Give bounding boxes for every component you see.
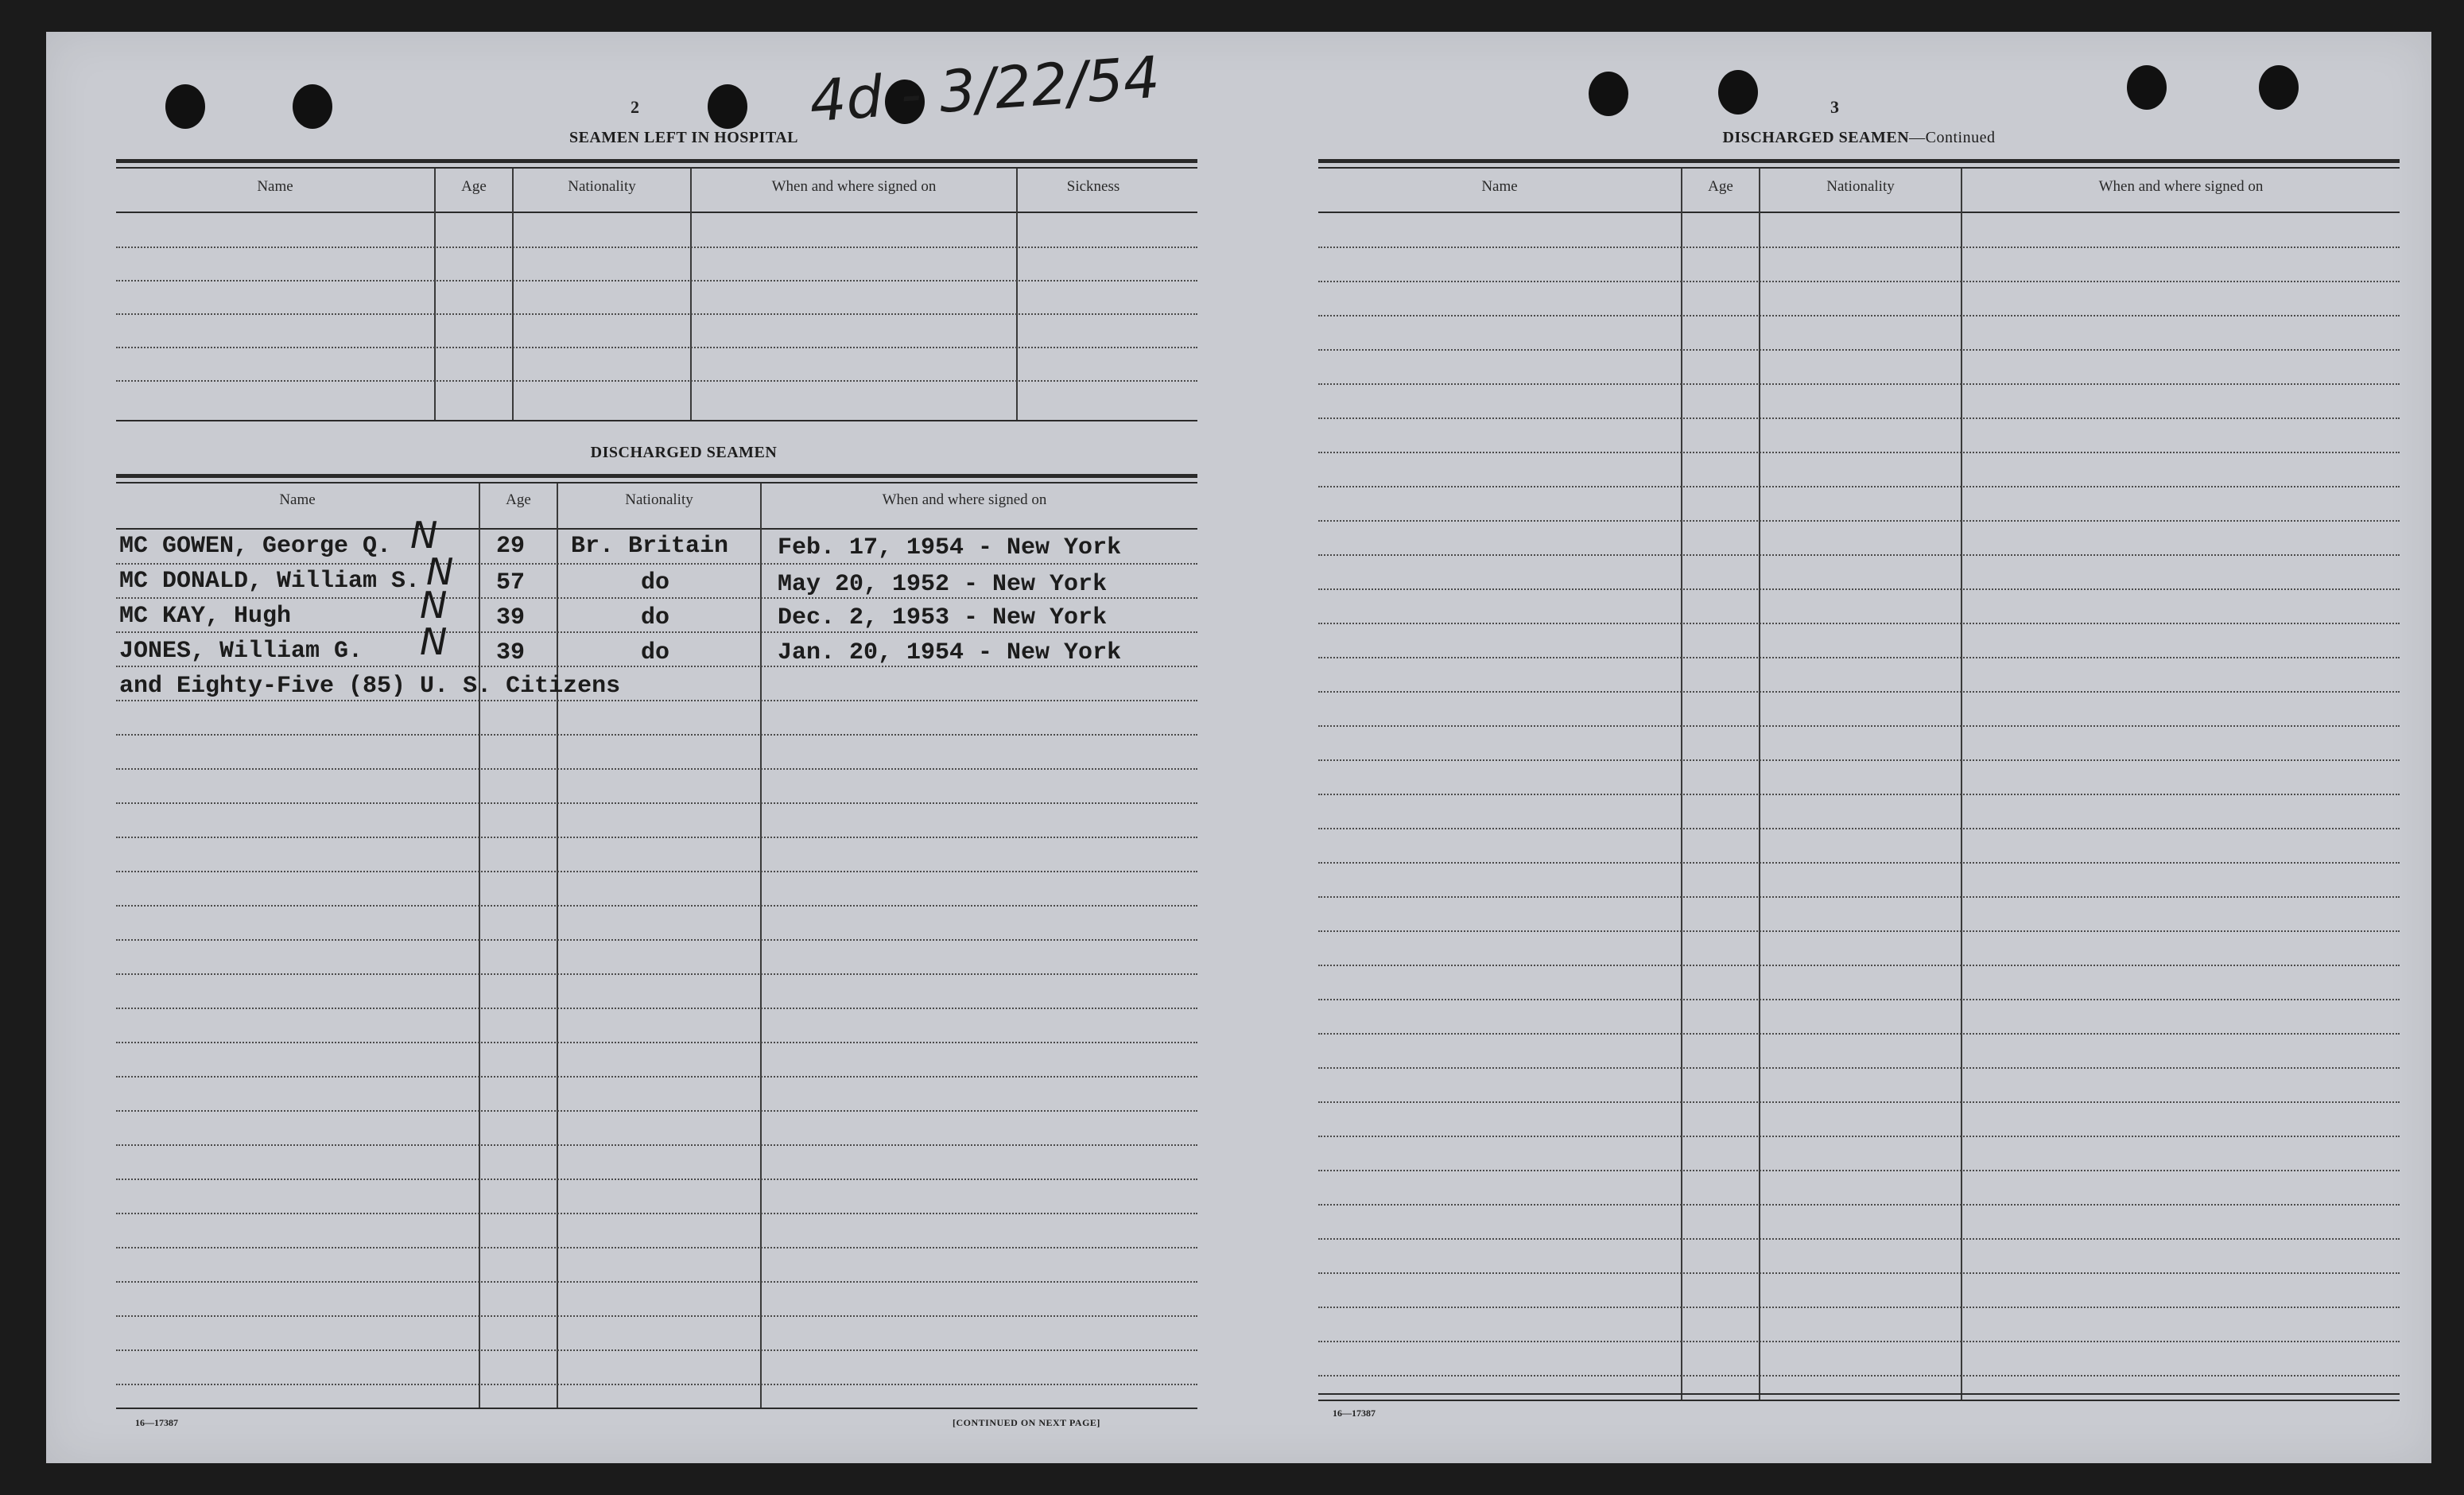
seaman-age: 57 bbox=[496, 569, 526, 596]
ruled-row-line bbox=[1318, 383, 2400, 385]
ruled-row-line bbox=[116, 905, 1197, 907]
hospital-col-age: Age bbox=[461, 178, 487, 195]
seaman-nationality: do bbox=[641, 604, 670, 631]
ruled-row-line bbox=[116, 871, 1197, 872]
hospital-col-name: Name bbox=[257, 178, 293, 195]
ruled-row-line bbox=[1318, 247, 2400, 248]
ledger-sheet bbox=[46, 32, 2431, 1463]
left-form-number: 16—17387 bbox=[135, 1417, 178, 1428]
ruled-row-line bbox=[116, 1179, 1197, 1180]
seaman-name: MC DONALD, William S. bbox=[119, 568, 421, 595]
right-form-number: 16—17387 bbox=[1333, 1408, 1376, 1419]
ruled-row-line bbox=[1318, 520, 2400, 522]
verification-mark: N bbox=[426, 550, 454, 593]
hospital-col-signed-on: When and where signed on bbox=[771, 178, 937, 195]
hospital-section-title: SEAMEN LEFT IN HOSPITAL bbox=[568, 129, 799, 146]
ruled-row-line bbox=[1318, 1170, 2400, 1171]
punch-hole bbox=[293, 84, 332, 129]
ruled-row-line bbox=[1318, 1307, 2400, 1308]
seaman-age: 29 bbox=[496, 533, 526, 560]
ruled-row-line bbox=[1318, 930, 2400, 932]
punch-hole bbox=[1718, 70, 1758, 115]
ruled-row-line bbox=[116, 700, 1197, 701]
ruled-row-line bbox=[1318, 1341, 2400, 1342]
hospital-top-rule bbox=[116, 159, 1197, 163]
verification-mark: N bbox=[420, 620, 448, 663]
ruled-row-line bbox=[1318, 281, 2400, 282]
ruled-row-line bbox=[1318, 1238, 2400, 1240]
punch-hole bbox=[708, 84, 747, 129]
ruled-row-line bbox=[116, 1247, 1197, 1248]
ruled-row-line bbox=[116, 1144, 1197, 1146]
ruled-row-line bbox=[1318, 657, 2400, 658]
ruled-row-line bbox=[116, 837, 1197, 838]
ruled-row-line bbox=[1318, 1067, 2400, 1069]
ruled-row-line bbox=[116, 631, 1197, 633]
ruled-row-line bbox=[1318, 862, 2400, 864]
ruled-row-line bbox=[116, 1281, 1197, 1283]
right-col-name: Name bbox=[1481, 178, 1518, 195]
ruled-row-line bbox=[1318, 1204, 2400, 1206]
seaman-name: JONES, William G. bbox=[119, 638, 363, 665]
ruled-row-line bbox=[1318, 965, 2400, 966]
ruled-row-line bbox=[116, 1110, 1197, 1112]
right-page-number: 3 bbox=[1830, 97, 1839, 117]
right-title-suffix: —Continued bbox=[1909, 129, 1996, 146]
verification-mark: N bbox=[420, 584, 448, 627]
ruled-row-line bbox=[116, 1384, 1197, 1385]
right-col-age: Age bbox=[1708, 178, 1733, 195]
discharged-col-signed-on: When and where signed on bbox=[882, 491, 1047, 508]
ruled-row-line bbox=[1318, 828, 2400, 829]
ruled-row-line bbox=[1318, 794, 2400, 795]
discharged-top-rule bbox=[116, 474, 1197, 478]
ruled-row-line bbox=[1318, 315, 2400, 316]
hospital-col-sickness: Sickness bbox=[1066, 178, 1120, 195]
ruled-row-line bbox=[1318, 896, 2400, 898]
ruled-row-line bbox=[116, 1315, 1197, 1317]
ruled-row-line bbox=[1318, 1033, 2400, 1035]
summary-line: and Eighty-Five (85) U. S. Citizens bbox=[119, 673, 621, 700]
seaman-signed-on: May 20, 1952 - New York bbox=[778, 571, 1108, 598]
ruled-row-line bbox=[1318, 623, 2400, 624]
ruled-row-line bbox=[1318, 999, 2400, 1000]
seaman-signed-on: Feb. 17, 1954 - New York bbox=[778, 534, 1122, 561]
punch-hole bbox=[2259, 65, 2299, 110]
ruled-row-line bbox=[116, 563, 1197, 565]
right-title-main: DISCHARGED SEAMEN bbox=[1722, 129, 1910, 146]
ruled-row-line bbox=[1318, 1101, 2400, 1103]
ruled-row-line bbox=[116, 1213, 1197, 1214]
discharged-col-age: Age bbox=[506, 491, 531, 508]
seaman-name: MC KAY, Hugh bbox=[119, 603, 292, 630]
ruled-row-line bbox=[116, 768, 1197, 770]
right-col-signed-on: When and where signed on bbox=[2098, 178, 2264, 195]
right-col-nationality: Nationality bbox=[1826, 178, 1895, 195]
seaman-name: MC GOWEN, George Q. bbox=[119, 533, 392, 560]
verification-mark: N bbox=[410, 514, 438, 557]
ruled-row-line bbox=[1318, 554, 2400, 556]
punch-hole bbox=[1589, 72, 1628, 116]
discharged-col-name: Name bbox=[279, 491, 316, 508]
ruled-row-line bbox=[116, 802, 1197, 804]
seaman-age: 39 bbox=[496, 639, 526, 666]
seaman-signed-on: Dec. 2, 1953 - New York bbox=[778, 604, 1108, 631]
ruled-row-line bbox=[116, 1076, 1197, 1078]
ruled-row-line bbox=[1318, 349, 2400, 351]
ruled-row-line bbox=[116, 734, 1197, 736]
seaman-age: 39 bbox=[496, 604, 526, 631]
ruled-row-line bbox=[1318, 759, 2400, 761]
ruled-row-line bbox=[116, 973, 1197, 975]
ruled-row-line bbox=[116, 1042, 1197, 1043]
hospital-col-nationality: Nationality bbox=[568, 178, 636, 195]
continued-note: [CONTINUED ON NEXT PAGE] bbox=[953, 1417, 1100, 1428]
ruled-row-line bbox=[1318, 486, 2400, 487]
seaman-nationality: do bbox=[641, 639, 670, 666]
handwritten-date-note: 4d - 3/22/54 bbox=[807, 43, 1162, 135]
discharged-section-title: DISCHARGED SEAMEN bbox=[590, 444, 778, 461]
ruled-row-line bbox=[116, 939, 1197, 941]
seaman-nationality: Br. Britain bbox=[571, 533, 729, 560]
punch-hole bbox=[165, 84, 205, 129]
ruled-row-line bbox=[116, 1008, 1197, 1009]
ruled-row-line bbox=[1318, 1375, 2400, 1377]
left-page-number: 2 bbox=[631, 97, 639, 117]
right-top-rule bbox=[1318, 159, 2400, 163]
ruled-row-line bbox=[1318, 1136, 2400, 1137]
discharged-col-nationality: Nationality bbox=[625, 491, 693, 508]
punch-hole bbox=[2127, 65, 2167, 110]
ruled-row-line bbox=[1318, 725, 2400, 727]
seaman-signed-on: Jan. 20, 1954 - New York bbox=[778, 639, 1122, 666]
ruled-row-line bbox=[1318, 452, 2400, 453]
ruled-row-line bbox=[1318, 417, 2400, 419]
ruled-row-line bbox=[1318, 691, 2400, 693]
ruled-row-line bbox=[1318, 1272, 2400, 1274]
right-section-title bbox=[1605, 129, 2113, 147]
ruled-row-line bbox=[116, 1349, 1197, 1351]
seaman-nationality: do bbox=[641, 569, 670, 596]
ruled-row-line bbox=[1318, 588, 2400, 590]
